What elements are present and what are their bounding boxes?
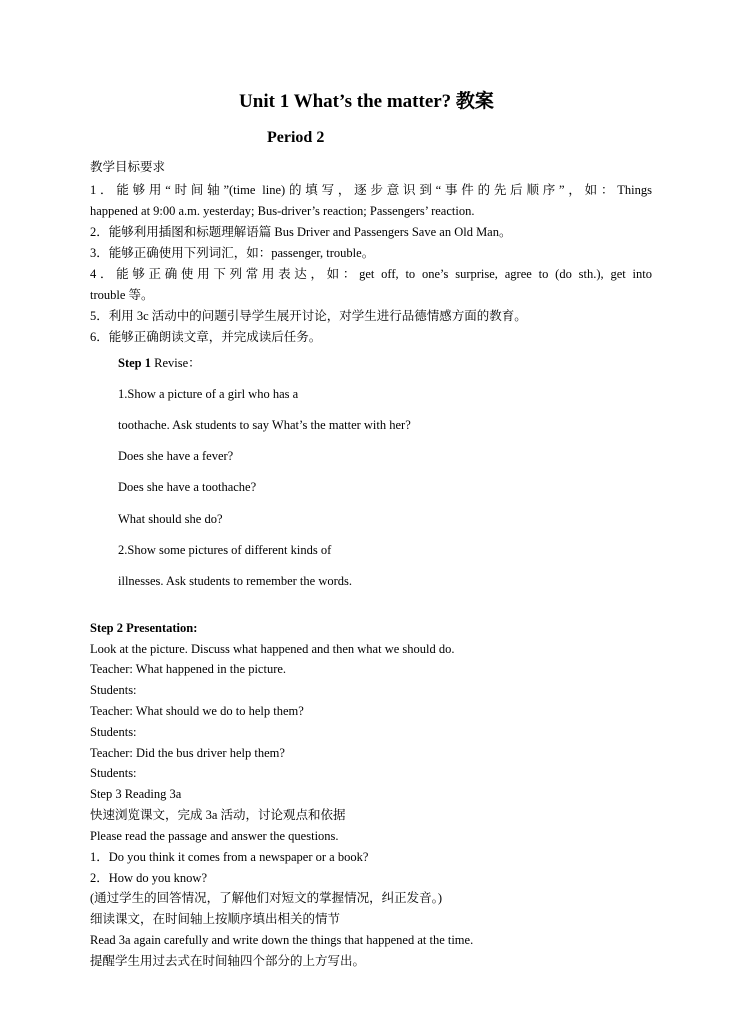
step1-line: 1.Show a picture of a girl who has a: [118, 387, 299, 401]
step2-line: Teacher: What should we do to help them?: [90, 704, 304, 718]
step3-line: 提醒学生用过去式在时间轴四个部分的上方写出。: [90, 954, 366, 968]
period-subtitle: Period 2: [267, 129, 325, 146]
step3-heading: Step 3 Reading 3a: [90, 787, 182, 801]
step1-line: Does she have a fever?: [118, 449, 234, 463]
step2-line: Students:: [90, 683, 137, 697]
objective-2: 2．能够利用插图和标题理解语篇 Bus Driver and Passengers Save an Old Man。: [90, 225, 512, 239]
step1-line: What should she do?: [118, 512, 223, 526]
step1-line: toothache. Ask students to say What’s the matter with her?: [118, 418, 411, 432]
objective-1-line-b: happened at 9:00 a.m. yesterday; Bus-driver’s reaction; Passengers’ reaction.: [90, 204, 475, 218]
step2-line: Students:: [90, 766, 137, 780]
step1-line: illnesses. Ask students to remember the words.: [118, 574, 352, 588]
step2-line: Teacher: Did the bus driver help them?: [90, 746, 285, 760]
objective-5: 5．利用 3c 活动中的问题引导学生展开讨论，对学生进行品德情感方面的教育。: [90, 309, 527, 323]
step2-line: Look at the picture. Discuss what happened and then what we should do.: [90, 642, 455, 656]
step1-label: Step 1: [118, 356, 151, 370]
step1-line: 2.Show some pictures of different kinds of: [118, 543, 332, 557]
step2-heading: Step 2 Presentation:: [90, 621, 198, 635]
step1-line: Does she have a toothache?: [118, 480, 257, 494]
step3-line: 2．How do you know?: [90, 871, 208, 885]
step2-line: Students:: [90, 725, 137, 739]
objective-6: 6．能够正确朗读文章，并完成读后任务。: [90, 330, 322, 344]
objective-1-line-a: 1．能够用“时间轴”(time line)的填写，逐步意识到“事件的先后顺序”，如：Things: [90, 183, 652, 197]
step3-line: 1．Do you think it comes from a newspaper or a book?: [90, 850, 369, 864]
step3-line: 快速浏览课文，完成 3a 活动，讨论观点和依据: [90, 808, 346, 822]
step1-heading: [118, 355, 201, 371]
objective-4-line-a: 4．能够正确使用下列常用表达，如：get off, to one’s surprise, agree to (do sth.), get into: [90, 267, 652, 281]
objectives-heading: 教学目标要求: [90, 160, 166, 174]
step3-line: Read 3a again carefully and write down the things that happened at the time.: [90, 933, 474, 947]
step2-line: Teacher: What happened in the picture.: [90, 662, 287, 676]
page-title: Unit 1 What’s the matter? 教案: [239, 91, 494, 112]
objective-3: 3．能够正确使用下列词汇，如：passenger, trouble。: [90, 246, 375, 260]
step1-label-rest: Revise：: [151, 356, 201, 370]
step3-line: Please read the passage and answer the questions.: [90, 829, 339, 843]
step3-line: (通过学生的回答情况，了解他们对短文的掌握情况，纠正发音。): [90, 891, 443, 905]
objective-4-line-b: trouble 等。: [90, 288, 154, 302]
step3-line: 细读课文，在时间轴上按顺序填出相关的情节: [90, 912, 341, 926]
